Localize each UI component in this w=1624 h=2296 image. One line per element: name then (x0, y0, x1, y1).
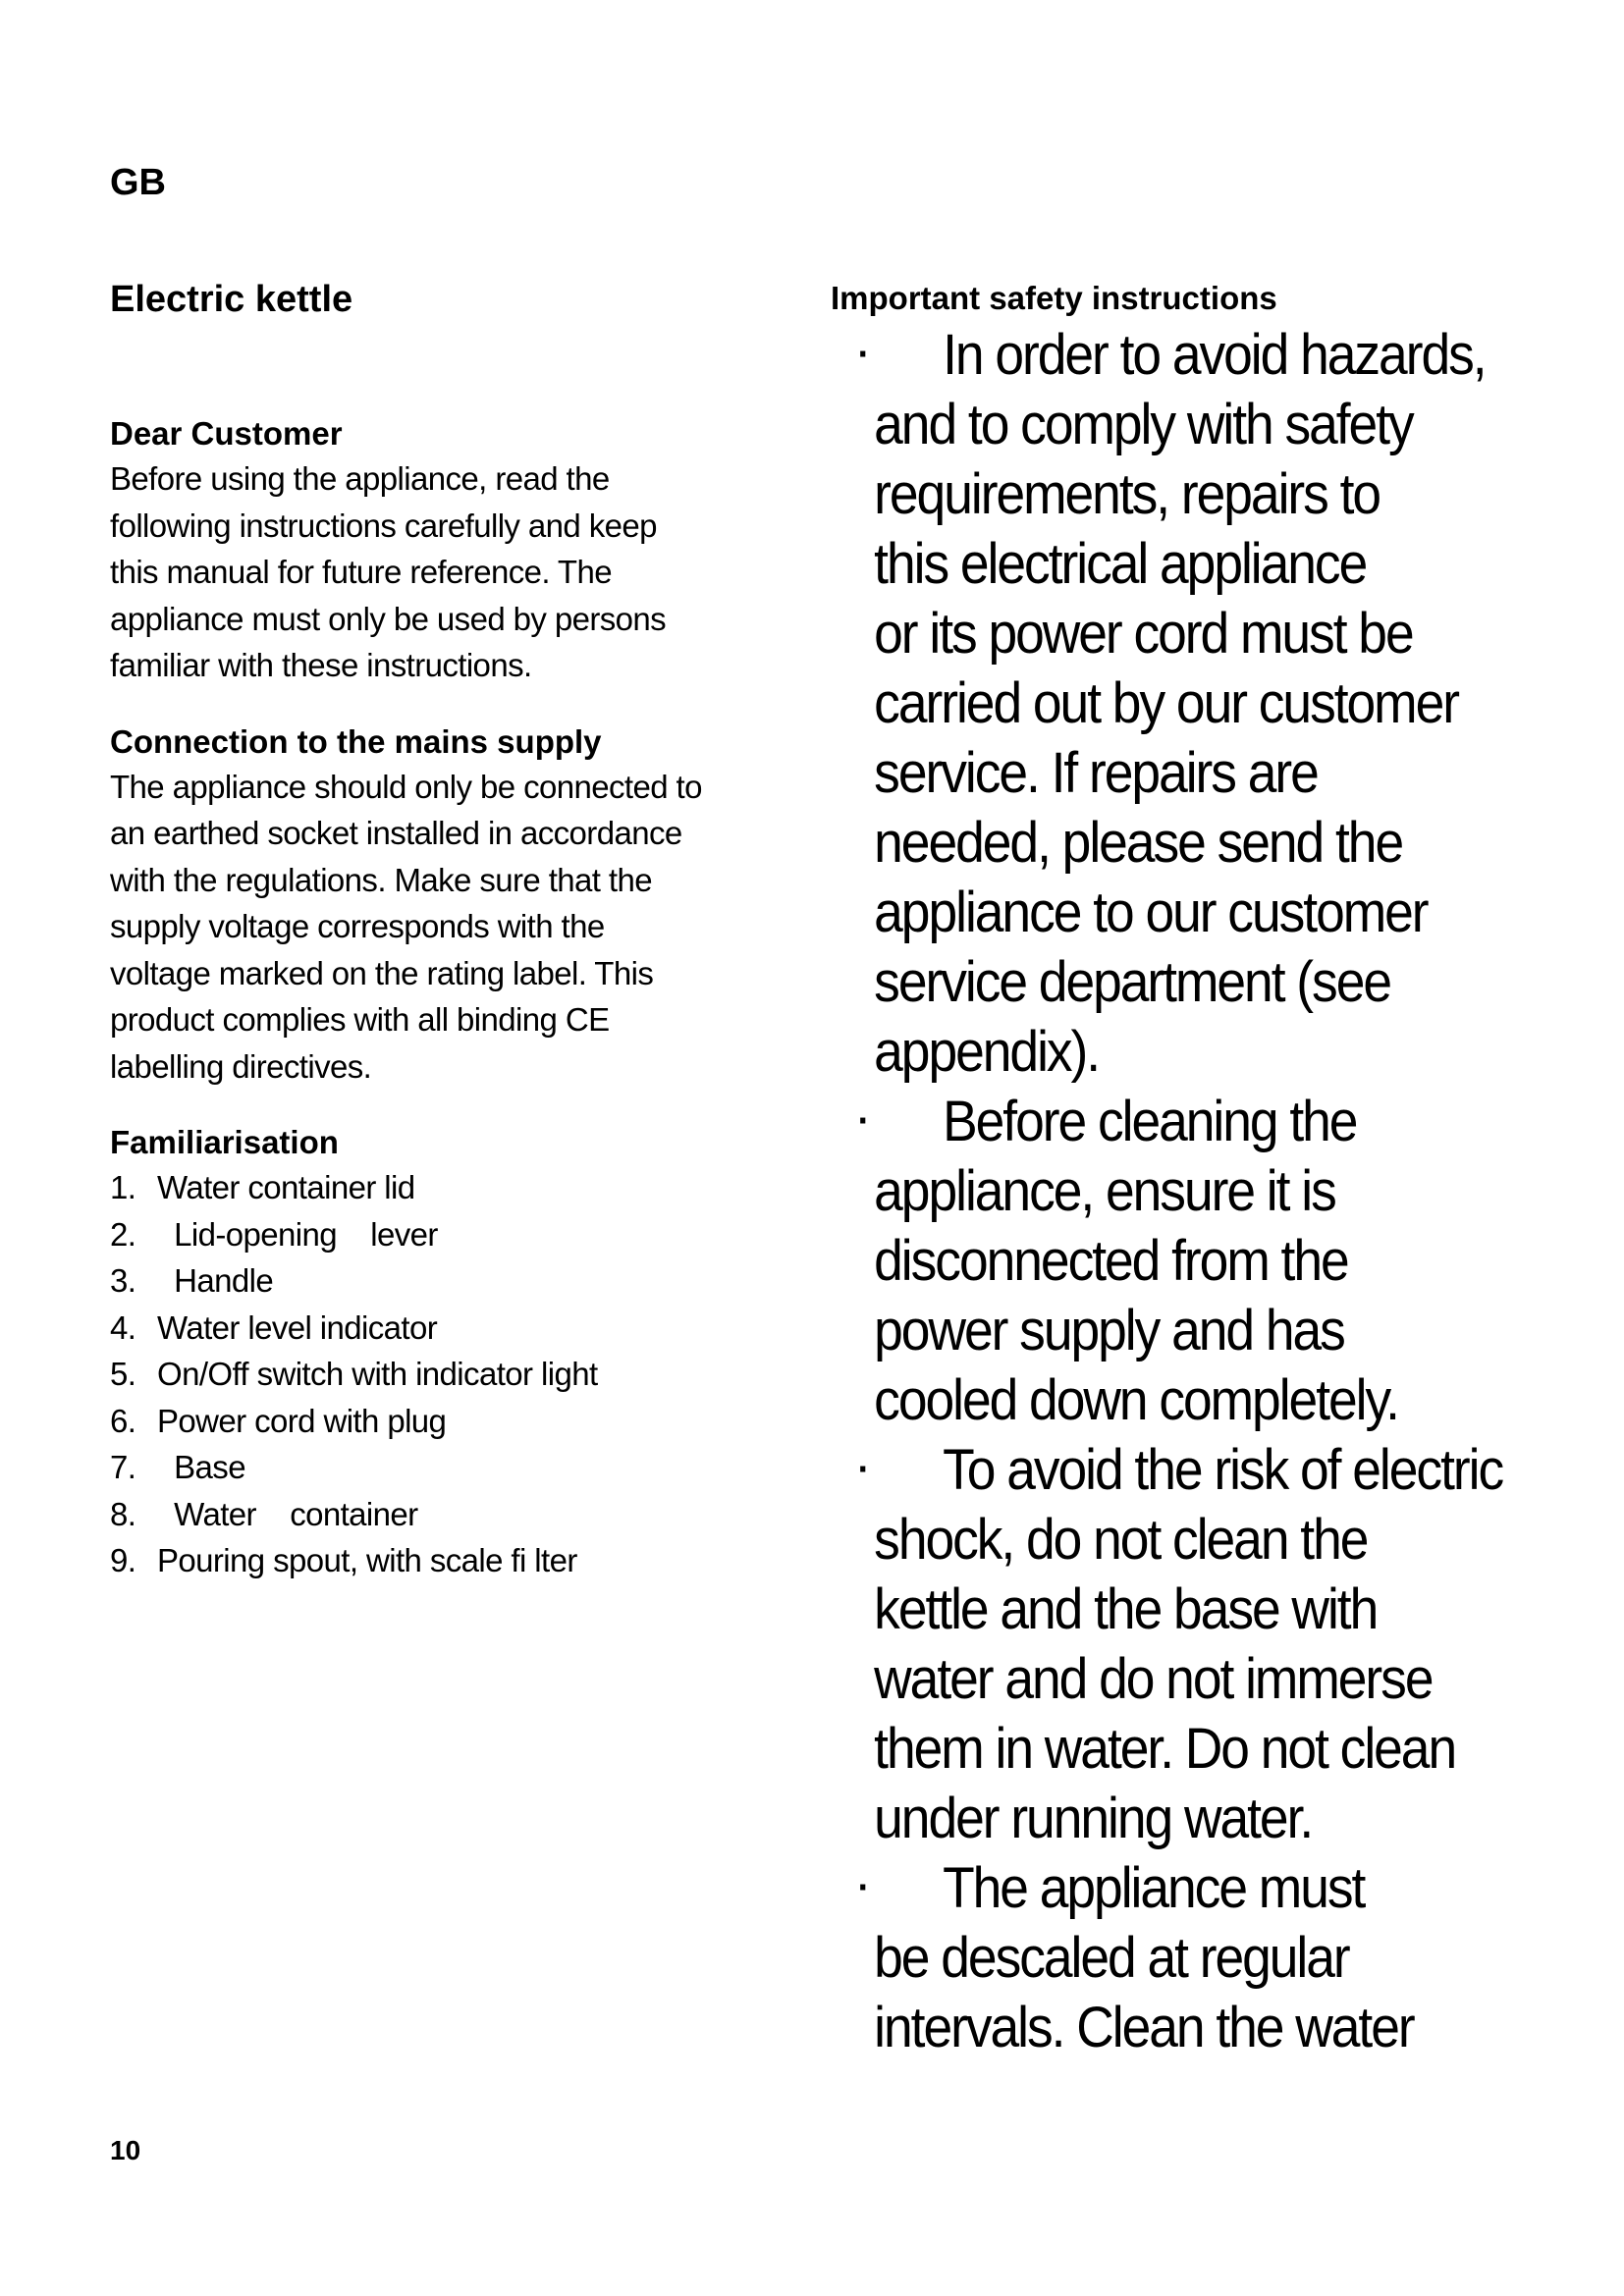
text-line: The appliance should only be connected to (110, 768, 702, 805)
safety-text: shock, do not clean the (874, 1508, 1368, 1572)
list-item (110, 1164, 797, 1211)
text-line: supply voltage corresponds with the (110, 908, 605, 944)
list-item (110, 1537, 797, 1584)
dear-customer-section (110, 412, 797, 689)
safety-instruction-line (831, 668, 1579, 738)
safety-instruction-line (831, 1575, 1579, 1644)
safety-instruction-line (831, 1226, 1579, 1296)
text-line: this manual for future reference. The (110, 554, 612, 590)
text-line: voltage marked on the rating label. This (110, 954, 654, 991)
safety-instruction-start (831, 1853, 1579, 1923)
page-number: 10 (110, 2135, 141, 2165)
parts-list (110, 1164, 797, 1584)
list-item-text: Handle (157, 1262, 274, 1299)
list-item (110, 1351, 797, 1398)
safety-instruction-line (831, 808, 1579, 878)
safety-instruction-line (831, 1296, 1579, 1365)
text-line: familiar with these instructions. (110, 647, 532, 683)
safety-instruction-line (831, 1784, 1579, 1853)
list-item-text: Water level indicator (157, 1308, 438, 1346)
safety-instruction-line (831, 1714, 1579, 1784)
safety-text: kettle and the base with (874, 1577, 1378, 1641)
list-item-text: On/Off switch with indicator light (157, 1356, 598, 1392)
page-title: Electric kettle (110, 279, 353, 320)
safety-text: To avoid the risk of electric (943, 1438, 1503, 1502)
list-item-text: Water container (157, 1495, 418, 1532)
safety-text: appliance to our customer (874, 881, 1428, 944)
list-item-text: Power cord with plug (157, 1402, 447, 1439)
list-item-number: 8. (110, 1495, 136, 1532)
safety-instruction-line (831, 1365, 1579, 1435)
list-item-number: 2. (110, 1215, 136, 1253)
list-item (110, 1491, 797, 1538)
list-item-text: Base (157, 1449, 245, 1485)
list-item-text: Water container lid (157, 1169, 415, 1205)
safety-instruction-line (831, 1993, 1579, 2062)
list-item-number: 9. (110, 1542, 136, 1578)
list-item-number: 1. (110, 1169, 136, 1205)
safety-text: disconnected from the (874, 1229, 1348, 1293)
safety-instruction-start (831, 320, 1579, 390)
text-line: product complies with all binding CE (110, 1001, 610, 1038)
list-item-number: 7. (110, 1449, 136, 1485)
safety-text: In order to avoid hazards, (943, 323, 1486, 387)
safety-instruction-line (831, 599, 1579, 668)
language-code: GB (110, 162, 166, 203)
safety-heading: Important safety instructions (831, 280, 1277, 316)
safety-text: appliance, ensure it is (874, 1159, 1335, 1223)
dear-customer-heading: Dear Customer (110, 415, 343, 452)
safety-instruction-start (831, 1435, 1579, 1505)
familiarisation-section (110, 1121, 797, 1584)
safety-instruction-start (831, 1087, 1579, 1156)
safety-instruction-line (831, 1156, 1579, 1226)
text-line: an earthed socket installed in accordance (110, 815, 682, 851)
safety-instruction-line (831, 1505, 1579, 1575)
text-line: Before using the appliance, read the (110, 460, 610, 497)
dear-customer-text (110, 455, 797, 689)
text-line: with the regulations. Make sure that the (110, 861, 652, 898)
safety-text: this electrical appliance (874, 532, 1367, 596)
safety-instruction-line (831, 878, 1579, 947)
safety-text: cooled down completely. (874, 1368, 1398, 1432)
familiarisation-heading: Familiarisation (110, 1124, 339, 1160)
safety-text: service. If repairs are (874, 741, 1318, 805)
safety-text: needed, please send the (874, 811, 1403, 875)
safety-text: power supply and has (874, 1299, 1344, 1362)
bullet-icon: · (857, 1099, 868, 1143)
safety-text: them in water. Do not clean (874, 1717, 1456, 1781)
text-line: labelling directives. (110, 1047, 372, 1085)
list-item (110, 1305, 797, 1352)
safety-text: or its power cord must be (874, 602, 1413, 666)
safety-instruction-line (831, 947, 1579, 1017)
mains-text (110, 764, 797, 1091)
safety-instruction-line (831, 390, 1579, 459)
safety-text: The appliance must (943, 1856, 1365, 1920)
list-item-text: Pouring spout, with scale fi lter (157, 1542, 577, 1578)
safety-instruction-line (831, 738, 1579, 808)
safety-instructions-list (831, 320, 1597, 2062)
safety-instruction-line (831, 1923, 1579, 1993)
list-item (110, 1211, 797, 1258)
safety-text: water and do not immerse (874, 1647, 1433, 1711)
safety-text: be descaled at regular (874, 1926, 1349, 1990)
safety-text: under running water. (874, 1787, 1313, 1850)
bullet-icon: · (857, 1866, 868, 1909)
right-column (831, 277, 1597, 2062)
safety-instruction-line (831, 529, 1579, 599)
bullet-icon: · (857, 333, 868, 376)
safety-text: intervals. Clean the water (874, 1996, 1414, 2059)
safety-instruction-line (831, 1017, 1579, 1087)
bullet-icon: · (857, 1448, 868, 1491)
list-item-number: 4. (110, 1308, 136, 1346)
text-line: appliance must only be used by persons (110, 600, 667, 637)
safety-text: requirements, repairs to (874, 462, 1380, 526)
list-item (110, 1444, 797, 1491)
list-item-text: Lid-opening lever (157, 1215, 438, 1253)
list-item (110, 1398, 797, 1445)
safety-instruction-line (831, 459, 1579, 529)
safety-text: Before cleaning the (943, 1090, 1357, 1153)
safety-text: service department (see (874, 950, 1391, 1014)
safety-text: carried out by our customer (874, 671, 1459, 735)
list-item-number: 3. (110, 1262, 136, 1299)
safety-instruction-line (831, 1644, 1579, 1714)
list-item (110, 1257, 797, 1305)
list-item-number: 6. (110, 1402, 136, 1439)
left-column (110, 277, 797, 1584)
mains-heading: Connection to the mains supply (110, 722, 602, 760)
safety-text: appendix). (874, 1020, 1100, 1084)
safety-text: and to comply with safety (874, 393, 1413, 456)
mains-section (110, 721, 797, 1091)
text-line: following instructions carefully and keep (110, 507, 657, 544)
list-item-number: 5. (110, 1356, 136, 1392)
